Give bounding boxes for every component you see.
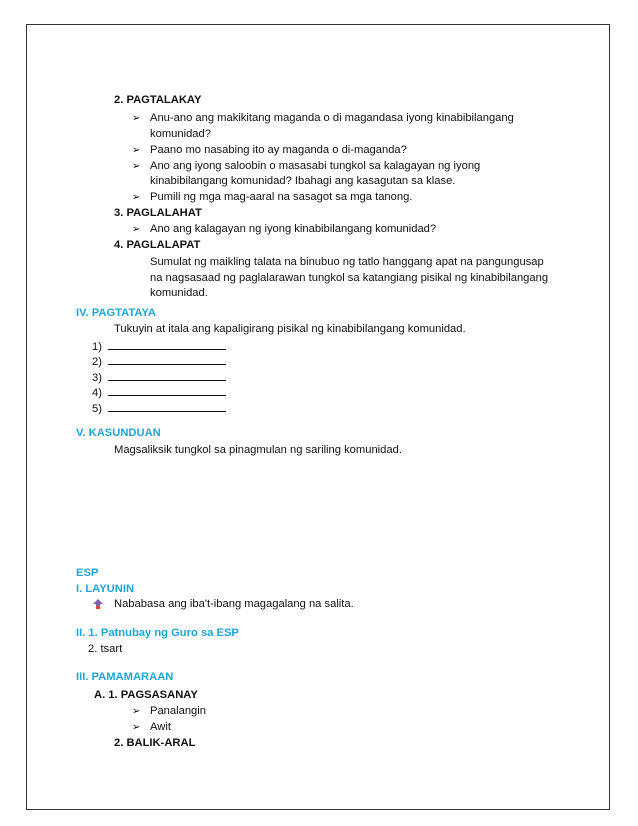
arrow-bullet-icon: ➢: [132, 706, 141, 717]
patnubay-heading: II. 1. Patnubay ng Guro sa ESP: [76, 627, 239, 639]
bullet-item: ➢ Anu-ano ang makikitang maganda o di magandasa iyong kinabibilangang: [132, 112, 514, 124]
bullet-item: ➢ Awit: [132, 721, 171, 733]
bullet-continuation: kinabibilangang komunidad? Ibahagi ang kasagutan sa klase.: [150, 175, 456, 187]
answer-item: 5): [92, 401, 226, 417]
answer-item: 3): [92, 370, 226, 386]
answer-item: 2): [92, 354, 226, 370]
arrow-bullet-icon: ➢: [132, 113, 141, 124]
answer-blank[interactable]: [108, 401, 226, 412]
paragraph-line: Sumulat ng maikling talata na binubuo ng tatlo hanggang apat na pangungusap: [150, 256, 544, 268]
patnubay-item: 2. tsart: [88, 643, 123, 655]
arrow-bullet-icon: ➢: [132, 192, 141, 203]
answer-blank[interactable]: [108, 339, 226, 350]
pamamaraan-heading: III. PAMAMARAAN: [76, 671, 174, 683]
pagtataya-heading: IV. PAGTATAYA: [76, 307, 156, 319]
bullet-item: ➢ Ano ang kalagayan ng iyong kinabibilangang komunidad?: [132, 223, 437, 235]
bullet-item: ➢ Paano mo nasabing ito ay maganda o di-maganda?: [132, 144, 407, 156]
paragraph-line: na nagsasaad ng paglalarawan tungkol sa katangiang pisikal ng kinabibilangang: [150, 272, 549, 284]
arrow-bullet-icon: ➢: [132, 722, 141, 733]
layunin-heading: I. LAYUNIN: [76, 583, 135, 595]
bullet-item: ➢ Ano ang iyong saloobin o masasabi tungkol sa kalagayan ng iyong: [132, 160, 481, 172]
pagsasanay-heading: A. 1. PAGSASANAY: [94, 689, 198, 701]
bullet-item: ➢ Panalangin: [132, 705, 206, 717]
layunin-text: Nababasa ang iba't-ibang magagalang na salita.: [114, 598, 354, 610]
pagtataya-instruction: Tukuyin at itala ang kapaligirang pisikal ng kinabibilangang komunidad.: [114, 323, 466, 335]
answer-item: 4): [92, 385, 226, 401]
bullet-item: ➢ Pumili ng mga mag-aaral na sasagot sa mga tanong.: [132, 191, 413, 203]
pagtalakay-heading: 2. PAGTALAKAY: [114, 94, 202, 106]
kasunduan-text: Magsaliksik tungkol sa pinagmulan ng sariling komunidad.: [114, 444, 402, 456]
paglalapat-heading: 4. PAGLALAPAT: [114, 239, 201, 251]
kasunduan-heading: V. KASUNDUAN: [76, 427, 161, 439]
esp-heading: ESP: [76, 567, 99, 579]
answer-blank[interactable]: [108, 354, 226, 365]
bullet-continuation: komunidad?: [150, 128, 211, 140]
arrow-bullet-icon: ➢: [132, 161, 141, 172]
arrow-bullet-icon: [92, 598, 104, 610]
answer-item: 1): [92, 339, 226, 355]
arrow-bullet-icon: ➢: [132, 145, 141, 156]
balik-aral-heading: 2. BALIK-ARAL: [114, 737, 196, 749]
paragraph-line: komunidad.: [150, 287, 208, 299]
arrow-bullet-icon: ➢: [132, 224, 141, 235]
answer-blank[interactable]: [108, 370, 226, 381]
paglalahat-heading: 3. PAGLALAHAT: [114, 207, 202, 219]
answer-blank[interactable]: [108, 385, 226, 396]
